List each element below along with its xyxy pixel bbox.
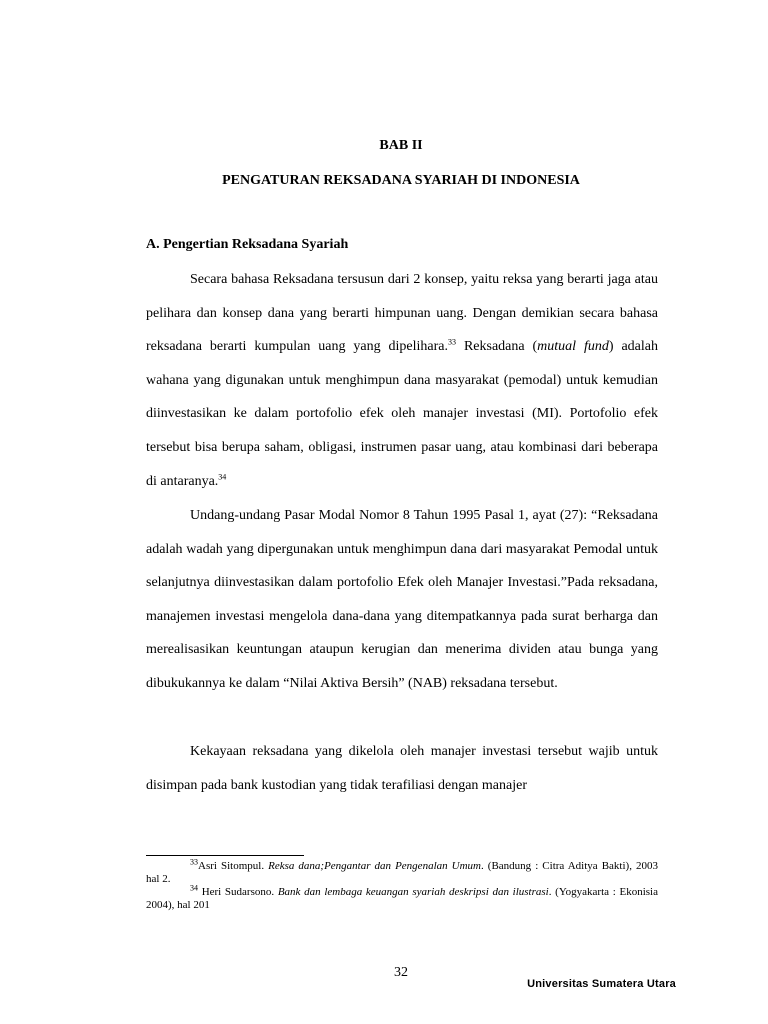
- chapter-number: BAB II: [379, 138, 423, 153]
- section-heading: A. Pengertian Reksadana Syariah: [146, 237, 349, 252]
- footnote-34: [146, 883, 658, 912]
- paragraph-3: [146, 735, 658, 802]
- footnote-number: 33: [190, 857, 198, 867]
- footnote-author: Asri Sitompul.: [198, 860, 269, 872]
- university-footer: Universitas Sumatera Utara: [527, 978, 676, 990]
- footnote-ref-34: 34: [218, 471, 227, 481]
- footnote-book-title: Bank dan lembaga keuangan syariah deskripsi dan ilustrasi: [277, 886, 549, 898]
- footnote-divider: [146, 855, 304, 856]
- paragraph-1: [146, 263, 658, 498]
- paragraph-1-text-c: ) adalah wahana yang digunakan untuk menghimpun dana masyarakat (pemodal) untuk kemudian diinvestasikan ke dalam portofolio efek oleh manajer investasi (MI). Portofolio efek tersebut bisa berupa saham, obligasi, instrumen pasar uang, atau kombinasi dari beberapa di antaranya.: [146, 339, 658, 489]
- paragraph-2: [146, 499, 658, 701]
- footnote-publication: . (Yogyakarta : Ekonisia 2004), hal 201: [146, 886, 658, 911]
- page-number: 32: [394, 965, 408, 980]
- footnote-book-title: Reksa dana;Pengantar dan Pengenalan Umum: [268, 860, 481, 872]
- chapter-title: PENGATURAN REKSADANA SYARIAH DI INDONESIA: [222, 173, 580, 188]
- footnote-number: 34: [190, 883, 198, 893]
- footnote-ref-33: 33: [448, 337, 457, 347]
- paragraph-2-text: Undang-undang Pasar Modal Nomor 8 Tahun 1995 Pasal 1, ayat (27): “Reksadana adalah wadah yang dipergunakan untuk menghimpun dana dari masyarakat Pemodal untuk selanjutnya diinvestasikan dalam portofolio Efek oleh Manajer Investasi.”Pada reksadana, manajemen investasi mengelola dana-dana yang ditempatkannya pada surat berharga dan merealisasikan keuntungan ataupun kerugian dan menerima dividen atau bunga yang dibukukannya ke dalam “Nilai Aktiva Bersih” (NAB) reksadana tersebut.: [146, 508, 658, 691]
- footnote-author: Heri Sudarsono.: [198, 886, 278, 898]
- paragraph-1-italic-term: mutual fund: [537, 339, 609, 355]
- footnotes: [146, 857, 658, 912]
- footnote-33: [146, 857, 658, 886]
- paragraph-3-text: Kekayaan reksadana yang dikelola oleh manajer investasi tersebut wajib untuk disimpan pada bank kustodian yang tidak terafiliasi dengan manajer: [146, 744, 658, 793]
- paragraph-1-text-a: Secara bahasa Reksadana tersusun dari 2 konsep, yaitu reksa yang berarti jaga atau pelihara dan konsep dana yang berarti himpunan uang. Dengan demikian secara bahasa reksadana berarti kumpulan uang yang dipelihara.: [146, 272, 658, 355]
- footnote-publication: . (Bandung : Citra Aditya Bakti), 2003 hal 2.: [146, 860, 658, 885]
- paragraph-1-text-b: Reksadana (: [456, 339, 538, 355]
